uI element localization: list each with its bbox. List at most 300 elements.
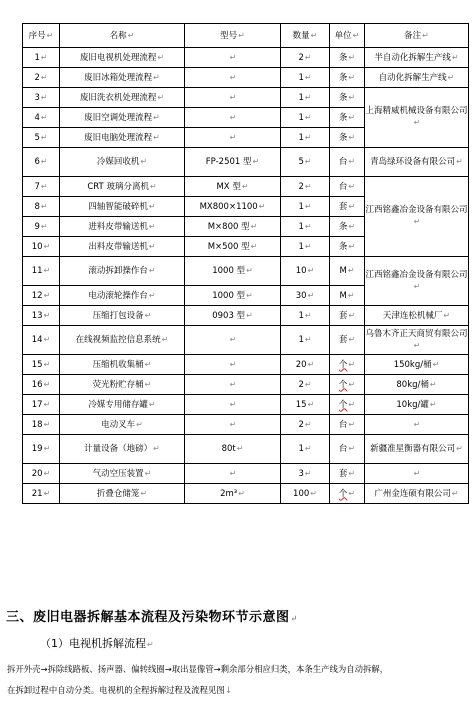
paragraph-mark: ↵	[250, 241, 258, 251]
paragraph-mark: ↵	[304, 419, 312, 429]
cell-text: 10kg/罐	[396, 399, 429, 410]
cell-unit	[330, 68, 365, 88]
table-row	[23, 484, 469, 504]
cell-text: 个	[338, 488, 348, 499]
cell-text: 1	[298, 92, 304, 103]
cell-model	[185, 435, 281, 464]
cell-text: 9	[34, 221, 40, 232]
cell-text: 半自动化拆解生产线	[374, 52, 451, 63]
cell-name	[60, 464, 185, 484]
cell-model	[185, 197, 281, 217]
cell-no	[23, 48, 60, 68]
paragraph-mark: ↵	[310, 488, 317, 498]
paragraph-mark: ↵	[148, 399, 156, 409]
section-paragraph	[7, 659, 469, 702]
paragraph-mark: ↵	[40, 72, 48, 82]
header-remark: 备注↵	[365, 24, 469, 48]
paragraph-mark: ↵	[148, 221, 156, 231]
cell-no	[23, 326, 60, 355]
cell-model	[185, 355, 281, 375]
cell-text: 11	[31, 266, 43, 276]
cell-no	[23, 395, 60, 415]
cell-qty	[281, 128, 330, 148]
paragraph-mark: ↵	[229, 72, 237, 82]
paragraph-mark: ↵	[148, 266, 156, 275]
cell-model	[185, 108, 281, 128]
cell-text: 折叠仓储笼	[96, 488, 140, 499]
cell-text: 1	[298, 132, 304, 143]
paragraph-mark: ↵	[304, 310, 312, 320]
cell-unit	[330, 464, 365, 484]
paragraph-mark: ↵	[148, 201, 156, 211]
header-qty: 数量↵	[281, 24, 330, 48]
cell-text: 1	[298, 335, 304, 345]
paragraph-mark: ↵	[443, 310, 451, 320]
paragraph-mark: ↵	[43, 335, 51, 344]
table-row	[23, 355, 469, 375]
cell-remark	[365, 48, 469, 68]
paragraph-mark: ↵	[157, 52, 165, 62]
cell-text: 台	[338, 181, 348, 192]
cell-text: 80kg/桶	[396, 379, 429, 390]
cell-text: 0903 型	[212, 310, 246, 321]
cell-remark	[365, 326, 469, 355]
paragraph-mark: ↵	[40, 112, 48, 122]
cell-text: 1000 型	[212, 266, 246, 276]
paragraph-mark: ↵	[43, 379, 51, 389]
cell-remark	[365, 464, 469, 484]
cell-model	[185, 306, 281, 326]
cell-text: 废旧冰箱处理流程	[84, 72, 153, 83]
cell-name	[60, 237, 185, 257]
paragraph-mark: ↵	[413, 217, 421, 226]
paragraph-mark: ↵	[451, 52, 459, 62]
cell-qty	[281, 197, 330, 217]
cell-text: 套	[338, 468, 348, 479]
table-row	[23, 375, 469, 395]
cell-text: 20	[31, 468, 43, 479]
paragraph-mark: ↵	[348, 181, 356, 191]
cell-model	[185, 148, 281, 177]
table-row	[23, 177, 469, 197]
paragraph-mark: ↵	[144, 379, 152, 389]
table-row	[23, 395, 469, 415]
cell-model	[185, 88, 281, 108]
table-row	[23, 88, 469, 108]
cell-text: 电动叉车	[101, 419, 136, 430]
cell-model	[185, 257, 281, 286]
cell-text: 废旧空调处理流程	[84, 112, 153, 123]
cell-text: 台	[338, 419, 348, 430]
cell-unit	[330, 177, 365, 197]
paragraph-mark: ↵	[304, 92, 312, 102]
paragraph-mark: ↵	[40, 181, 48, 191]
paragraph-mark: ↵	[348, 419, 356, 429]
paragraph-mark: ↵	[304, 112, 312, 122]
cell-text: 1	[298, 201, 304, 212]
cell-no	[23, 88, 60, 108]
cell-text: 7	[34, 181, 40, 192]
paragraph-mark: ↵	[40, 201, 48, 211]
cell-no	[23, 286, 60, 306]
cell-qty	[281, 326, 330, 355]
cell-model	[185, 48, 281, 68]
paragraph-mark: ↵	[229, 419, 237, 429]
cell-text: 个	[338, 399, 348, 410]
cell-text: 进料皮带输送机	[88, 221, 148, 232]
cell-text: 套	[338, 310, 348, 321]
cell-qty	[281, 286, 330, 306]
paragraph-mark: ↵	[348, 112, 356, 122]
paragraph-mark: ↵	[413, 340, 421, 350]
table-header-row	[23, 24, 469, 48]
table-row	[23, 435, 469, 464]
cell-model	[185, 286, 281, 306]
paragraph-mark: ↵	[348, 52, 356, 62]
cell-text: 1	[298, 112, 304, 123]
cell-model	[185, 128, 281, 148]
paragraph-mark: ↵	[304, 444, 312, 453]
cell-remark	[365, 375, 469, 395]
cell-name	[60, 306, 185, 326]
cell-text: FP-2501 型	[205, 157, 252, 167]
paragraph-mark: ↵	[413, 419, 421, 429]
cell-no	[23, 257, 60, 286]
paragraph-mark: ↵	[153, 112, 160, 122]
cell-no	[23, 415, 60, 435]
paragraph-mark: ↵	[304, 379, 312, 389]
cell-text: 10	[295, 266, 307, 276]
paragraph-mark: ↵	[40, 221, 48, 231]
cell-text: 压缩打包设备	[92, 310, 144, 321]
cell-unit	[330, 217, 365, 237]
cell-remark	[365, 148, 469, 177]
paragraph-mark: ↵	[451, 488, 459, 498]
paragraph-mark: ↵	[140, 157, 148, 166]
cell-no	[23, 128, 60, 148]
cell-text: 3	[298, 468, 304, 479]
paragraph-mark: ↵	[456, 157, 463, 166]
cell-text: 气动空压装置	[92, 468, 144, 479]
cell-text: M×800 型	[207, 221, 250, 232]
cell-no	[23, 435, 60, 464]
paragraph-mark: ↵	[136, 419, 143, 429]
cell-unit	[330, 415, 365, 435]
paragraph-mark: ↵	[348, 221, 356, 231]
cell-unit	[330, 88, 365, 108]
cell-name	[60, 484, 185, 504]
cell-qty	[281, 355, 330, 375]
cell-qty	[281, 88, 330, 108]
cell-no	[23, 375, 60, 395]
paragraph-mark: ↵	[348, 72, 356, 82]
cell-text: 1	[298, 444, 304, 454]
cell-text: 条	[338, 241, 348, 252]
cell-text: MX 型	[216, 181, 241, 192]
cell-no	[23, 148, 60, 177]
paragraph-mark: ↵	[348, 132, 356, 142]
cell-name	[60, 68, 185, 88]
cell-unit	[330, 197, 365, 217]
cell-unit	[330, 148, 365, 177]
cell-text: 19	[31, 444, 43, 454]
cell-name	[60, 395, 185, 415]
cell-name	[60, 415, 185, 435]
cell-qty	[281, 48, 330, 68]
paragraph-mark: ↵	[246, 290, 253, 300]
cell-unit	[330, 326, 365, 355]
paragraph-mark: ↵	[429, 399, 437, 409]
paragraph-mark: ↵	[348, 92, 356, 102]
cell-text: 1	[298, 221, 304, 232]
cell-unit	[330, 48, 365, 68]
cell-model	[185, 415, 281, 435]
table-row	[23, 257, 469, 286]
cell-text: 2	[34, 72, 40, 83]
paragraph-mark: ↵	[238, 488, 245, 498]
paragraph-mark: ↵	[40, 92, 48, 102]
paragraph-mark: ↵	[229, 92, 237, 102]
cell-text: 18	[31, 419, 43, 430]
cell-text: M×500 型	[207, 241, 250, 252]
paragraph-mark: ↵	[140, 488, 148, 498]
paragraph-mark: ↵	[348, 241, 356, 251]
paragraph-mark: ↵	[157, 92, 165, 102]
cell-unit	[330, 108, 365, 128]
cell-unit	[330, 395, 365, 415]
cell-model	[185, 237, 281, 257]
cell-text: 2m³	[220, 488, 238, 499]
cell-text: 乌鲁木齐正天商贸有限公司	[365, 328, 468, 339]
cell-text: 压缩机收集桶	[92, 359, 144, 370]
cell-text: 3	[34, 92, 40, 103]
paragraph-mark: ↵	[432, 359, 440, 369]
paragraph-mark: ↵	[413, 281, 421, 291]
paragraph-mark: ↵	[43, 419, 51, 429]
cell-text: 15	[31, 359, 43, 370]
section-subheading: （1）电视机拆解流程↵	[40, 637, 154, 650]
cell-name	[60, 148, 185, 177]
paragraph-mark: ↵	[229, 359, 237, 369]
cell-unit	[330, 286, 365, 306]
cell-name	[60, 257, 185, 286]
cell-name	[60, 128, 185, 148]
paragraph-mark: ↵	[348, 444, 356, 453]
cell-text: 150kg/桶	[393, 359, 432, 370]
cell-text: 青岛绿环设备有限公司	[370, 157, 456, 167]
paragraph-mark: ↵	[307, 359, 315, 369]
paragraph-mark: ↵	[43, 241, 51, 251]
paragraph-mark: ↵	[348, 335, 356, 344]
cell-text: 80t	[221, 444, 236, 454]
paragraph-mark: ↵	[447, 72, 455, 82]
paragraph-mark: ↵	[153, 132, 160, 142]
paragraph-mark: ↵	[250, 221, 258, 231]
table-row	[23, 148, 469, 177]
cell-text: 6	[34, 157, 40, 167]
header-unit: 单位↵	[330, 24, 365, 48]
cell-unit	[330, 128, 365, 148]
table-row	[23, 306, 469, 326]
cell-text: 冷媒回收机	[96, 157, 140, 167]
paragraph-mark: ↵	[144, 359, 152, 369]
cell-text: 4	[34, 112, 40, 123]
paragraph-mark: ↵	[229, 379, 237, 389]
cell-name	[60, 48, 185, 68]
cell-model	[185, 464, 281, 484]
cell-text: 16	[31, 379, 43, 390]
paragraph-mark: ↵	[229, 335, 237, 344]
cell-text: 套	[338, 201, 348, 212]
paragraph-mark: ↵	[348, 488, 356, 498]
cell-text: 天津连松机械厂	[382, 310, 443, 321]
cell-text: 电动滚轮操作台	[88, 290, 148, 301]
table-row	[23, 48, 469, 68]
paragraph-mark: ↵	[148, 241, 156, 251]
cell-text: 计量设备（地磅）	[84, 444, 153, 454]
cell-name	[60, 326, 185, 355]
cell-text: 20	[295, 359, 307, 370]
paragraph-mark: ↵	[246, 310, 253, 320]
cell-text: 条	[338, 52, 348, 63]
paragraph-mark: ↵	[307, 399, 315, 409]
cell-text: 个	[338, 359, 348, 370]
paragraph-mark: ↵	[229, 132, 237, 142]
cell-text: 1000 型	[212, 290, 246, 301]
cell-no	[23, 464, 60, 484]
cell-text: 30	[295, 290, 307, 301]
paragraph-mark: ↵	[304, 221, 312, 231]
cell-no	[23, 306, 60, 326]
cell-text: 套	[338, 335, 348, 345]
table-row	[23, 68, 469, 88]
cell-name	[60, 286, 185, 306]
header-no: 序号↵	[23, 24, 60, 48]
cell-text: 新疆准星衡器有限公司	[370, 444, 456, 454]
paragraph-mark: ↵	[43, 399, 51, 409]
cell-no	[23, 108, 60, 128]
cell-remark	[365, 306, 469, 326]
paragraph-mark: ↵	[241, 181, 249, 191]
paragraph-mark: ↵	[348, 399, 356, 409]
cell-qty	[281, 237, 330, 257]
cell-text: 1	[298, 72, 304, 83]
cell-name	[60, 108, 185, 128]
cell-text: 江西铭鑫冶金设备有限公司	[365, 269, 468, 280]
cell-text: 台	[338, 444, 348, 454]
table-body	[23, 48, 469, 504]
paragraph-mark: ↵	[161, 335, 169, 344]
cell-name	[60, 355, 185, 375]
cell-qty	[281, 257, 330, 286]
paragraph-mark: ↵	[144, 310, 152, 320]
cell-model	[185, 395, 281, 415]
cell-text: 1	[34, 52, 40, 63]
paragraph-mark: ↵	[304, 52, 312, 62]
paragraph-line-2: 在拆卸过程中自动分类。电视机的全程拆解过程及流程见图↓	[7, 685, 233, 696]
cell-text: 废旧电脑处理流程	[84, 132, 153, 143]
cell-text: 条	[338, 132, 348, 143]
paragraph-mark: ↵	[153, 72, 160, 82]
cell-text: 15	[295, 399, 307, 410]
paragraph-mark: ↵	[348, 201, 356, 211]
table-row	[23, 326, 469, 355]
cell-text: 2	[298, 52, 304, 63]
cell-qty	[281, 306, 330, 326]
cell-model	[185, 177, 281, 197]
paragraph-mark: ↵	[40, 157, 48, 166]
cell-text: 自动化拆解生产线	[378, 72, 447, 83]
cell-text: 上海精威机械设备有限公司	[365, 106, 468, 116]
cell-text: 1	[298, 241, 304, 252]
cell-model	[185, 217, 281, 237]
cell-unit	[330, 237, 365, 257]
paragraph-mark: ↵	[43, 444, 51, 453]
cell-name	[60, 217, 185, 237]
cell-remark	[365, 68, 469, 88]
cell-text: 5	[34, 132, 40, 143]
cell-text: 台	[338, 157, 348, 167]
cell-no	[23, 197, 60, 217]
paragraph-mark: ↵	[348, 379, 356, 389]
cell-text: 条	[338, 112, 348, 123]
cell-no	[23, 237, 60, 257]
cell-remark	[365, 177, 469, 257]
paragraph-mark: ↵	[307, 266, 315, 275]
cell-model	[185, 375, 281, 395]
paragraph-mark: ↵	[246, 266, 253, 275]
cell-text: M	[339, 266, 347, 276]
cell-remark	[365, 415, 469, 435]
cell-remark	[365, 395, 469, 415]
paragraph-mark: ↵	[348, 468, 356, 478]
cell-remark	[365, 257, 469, 306]
paragraph-mark: ↵	[258, 201, 266, 211]
cell-qty	[281, 217, 330, 237]
paragraph-mark: ↵	[229, 399, 237, 409]
cell-text: 13	[31, 310, 43, 321]
header-model: 型号↵	[185, 24, 281, 48]
cell-text: 个	[338, 379, 348, 390]
cell-text: 1	[298, 310, 304, 321]
cell-qty	[281, 148, 330, 177]
paragraph-mark: ↵	[304, 241, 312, 251]
cell-no	[23, 177, 60, 197]
cell-model	[185, 68, 281, 88]
cell-qty	[281, 375, 330, 395]
paragraph-mark: ↵	[413, 468, 421, 478]
cell-name	[60, 197, 185, 217]
cell-text: 17	[31, 399, 43, 410]
paragraph-mark: ↵	[304, 468, 312, 478]
cell-text: 21	[31, 488, 43, 499]
paragraph-mark: ↵	[304, 72, 312, 82]
paragraph-mark: ↵	[43, 488, 51, 498]
paragraph-mark: ↵	[348, 310, 356, 320]
cell-no	[23, 355, 60, 375]
paragraph-mark: ↵	[149, 181, 157, 191]
cell-text: 废旧电视机处理流程	[79, 52, 157, 63]
cell-text: 江西铭鑫冶金设备有限公司	[365, 205, 468, 215]
paragraph-mark: ↵	[43, 468, 51, 478]
cell-text: 荧光粉贮存桶	[92, 379, 144, 390]
cell-text: 10	[31, 241, 43, 252]
cell-text: 2	[298, 181, 304, 192]
cell-name	[60, 435, 185, 464]
paragraph-mark: ↵	[307, 290, 315, 300]
cell-text: 广州金连硕有限公司	[374, 488, 451, 499]
paragraph-mark: ↵	[429, 379, 437, 389]
